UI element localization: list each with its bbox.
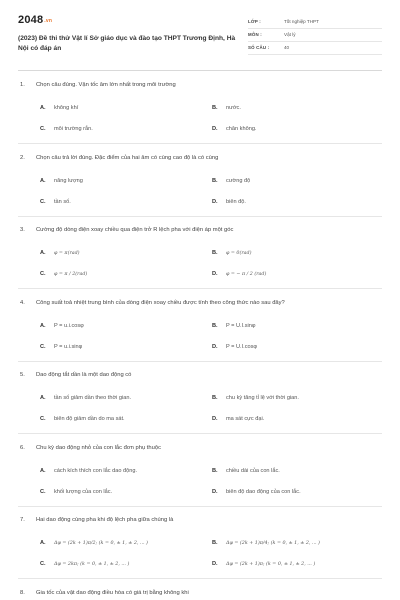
option-text: cường độ: [226, 177, 251, 184]
option-text: Δφ = (2k + 1)π/2; (k = 0, ± 1, ± 2, ... ): [54, 541, 148, 546]
option-text: Δφ = (2k + 1)π; (k = 0, ± 1, ± 2, ... ): [226, 562, 316, 567]
meta-class: [248, 16, 382, 29]
option-letter: A.: [40, 395, 46, 401]
option-letter: A.: [40, 250, 46, 256]
meta-count-label: SỐ CÂU :: [248, 45, 270, 50]
question-number: 6.: [20, 444, 25, 451]
option-letter: C.: [40, 488, 46, 495]
meta-subject-value: Vật lý: [284, 32, 296, 37]
option-letter: B.: [212, 395, 218, 401]
meta-subject: [248, 29, 382, 42]
option-text: φ = − π / 2 (rad): [226, 272, 267, 277]
question-number: 1.: [20, 82, 25, 88]
option-text: ma sát cực đại.: [226, 416, 265, 422]
option-text: biên độ dao động của con lắc.: [226, 488, 301, 495]
option-letter: D.: [212, 198, 218, 205]
question-stem: [18, 82, 382, 92]
question-text: Gia tốc của vật dao động điều hòa có giá trị bằng không khi: [36, 589, 189, 596]
option-text: φ = 0(rad): [226, 251, 252, 256]
question-number: 8.: [20, 589, 25, 596]
logo-suffix: .vn: [44, 18, 53, 24]
question-divider: [18, 288, 382, 289]
meta-count: [248, 42, 382, 55]
option-text: tần số.: [54, 198, 71, 205]
question-number: 5.: [20, 372, 25, 378]
option-letter: C.: [40, 416, 46, 422]
option-text: nước.: [226, 105, 241, 111]
question-text: Hai dao động cùng pha khi độ lệch pha giữa chúng là: [36, 517, 174, 523]
option-text: Δφ = (2k + 1)π/4; (k = 0, ± 1, ± 2, ... ): [226, 541, 320, 546]
option-letter: D.: [212, 561, 218, 567]
option-letter: B.: [212, 540, 218, 546]
option-letter: A.: [40, 540, 46, 546]
question-number: 3.: [20, 227, 25, 233]
option-text: chân không.: [226, 126, 257, 132]
option-letter: B.: [212, 105, 218, 111]
header-divider: [18, 70, 382, 71]
document-header: [18, 14, 382, 64]
option-text: P = U.I.sinφ: [226, 322, 256, 329]
question-text: Chọn câu trả lời đúng. Đặc điểm của hai âm có cùng cao độ là có cùng: [36, 154, 219, 161]
question-stem: [18, 155, 382, 165]
question-divider: [18, 578, 382, 579]
question-divider: [18, 216, 382, 217]
page-title: (2023) Đề thi thử Vật lí Sở giáo dục và đào tạo THPT Trương Định, Hà Nội có đáp án: [18, 35, 236, 52]
question-stem: [18, 445, 382, 455]
option-text: biên độ.: [226, 198, 246, 205]
site-logo[interactable]: [18, 14, 52, 26]
option-letter: B.: [212, 467, 218, 474]
option-text: P = U.I.cosφ: [226, 343, 258, 350]
option-letter: C.: [40, 271, 46, 277]
option-text: khối lượng của con lắc.: [54, 488, 113, 495]
option-text: môi trường rắn.: [54, 126, 93, 132]
question-text: Chọn câu đúng. Vận tốc âm lớn nhất trong môi trường: [36, 82, 176, 88]
option-letter: D.: [212, 343, 218, 350]
option-letter: A.: [40, 467, 46, 474]
option-letter: A.: [40, 322, 46, 329]
question-stem: [18, 517, 382, 527]
question-stem: [18, 300, 382, 310]
option-letter: B.: [212, 177, 218, 184]
question-number: 2.: [20, 154, 25, 161]
question-number: 7.: [20, 517, 25, 523]
meta-count-value: 40: [284, 45, 290, 50]
option-letter: D.: [212, 271, 218, 277]
question-stem: [18, 590, 382, 600]
question-divider: [18, 506, 382, 507]
option-letter: D.: [212, 126, 218, 132]
option-text: P = u.i.sinφ: [54, 343, 83, 350]
option-letter: C.: [40, 126, 46, 132]
meta-class-value: Tốt nghiệp THPT: [284, 19, 319, 24]
option-text: φ = π / 2(rad): [54, 272, 88, 277]
option-text: Δφ = 2kπ; (k = 0, ± 1, ± 2, ... ): [54, 562, 130, 567]
option-letter: B.: [212, 322, 218, 329]
exam-meta: [248, 16, 382, 55]
option-letter: C.: [40, 198, 46, 205]
option-text: P = u.i.cosφ: [54, 322, 84, 329]
question-text: Dao động tắt dần là một dao động có: [36, 372, 132, 378]
question-text: Cường độ dòng điện xoay chiều qua điện trở R lệch pha với điện áp một góc: [36, 227, 234, 233]
question-divider: [18, 433, 382, 434]
question-stem: [18, 372, 382, 382]
question-number: 4.: [20, 299, 25, 306]
option-letter: C.: [40, 343, 46, 350]
option-text: chu kỳ tăng tỉ lệ với thời gian.: [226, 395, 299, 401]
question-stem: [18, 227, 382, 237]
option-text: biên độ giảm dần do ma sát.: [54, 416, 125, 422]
option-letter: A.: [40, 105, 46, 111]
option-text: tần số giảm dần theo thời gian.: [54, 395, 132, 401]
option-letter: C.: [40, 561, 46, 567]
option-text: năng lượng: [54, 177, 83, 184]
logo-text: 2048: [18, 14, 44, 26]
question-divider: [18, 143, 382, 144]
meta-subject-label: MÔN :: [248, 32, 262, 37]
option-letter: D.: [212, 488, 218, 495]
question-text: Công suất toả nhiệt trung bình của dòng điện xoay chiều được tính theo công thức nào sau đây?: [36, 299, 285, 306]
option-text: φ = π(rad): [54, 251, 80, 256]
option-text: cách kích thích con lắc dao động.: [54, 467, 138, 474]
meta-class-label: LỚP :: [248, 19, 261, 24]
option-letter: B.: [212, 250, 218, 256]
question-text: Chu kỳ dao động nhỏ của con lắc đơn phụ thuộc: [36, 444, 161, 451]
option-letter: A.: [40, 177, 46, 184]
question-divider: [18, 361, 382, 362]
option-letter: D.: [212, 416, 218, 422]
option-text: không khí: [54, 105, 79, 111]
option-text: chiều dài của con lắc.: [226, 467, 280, 474]
